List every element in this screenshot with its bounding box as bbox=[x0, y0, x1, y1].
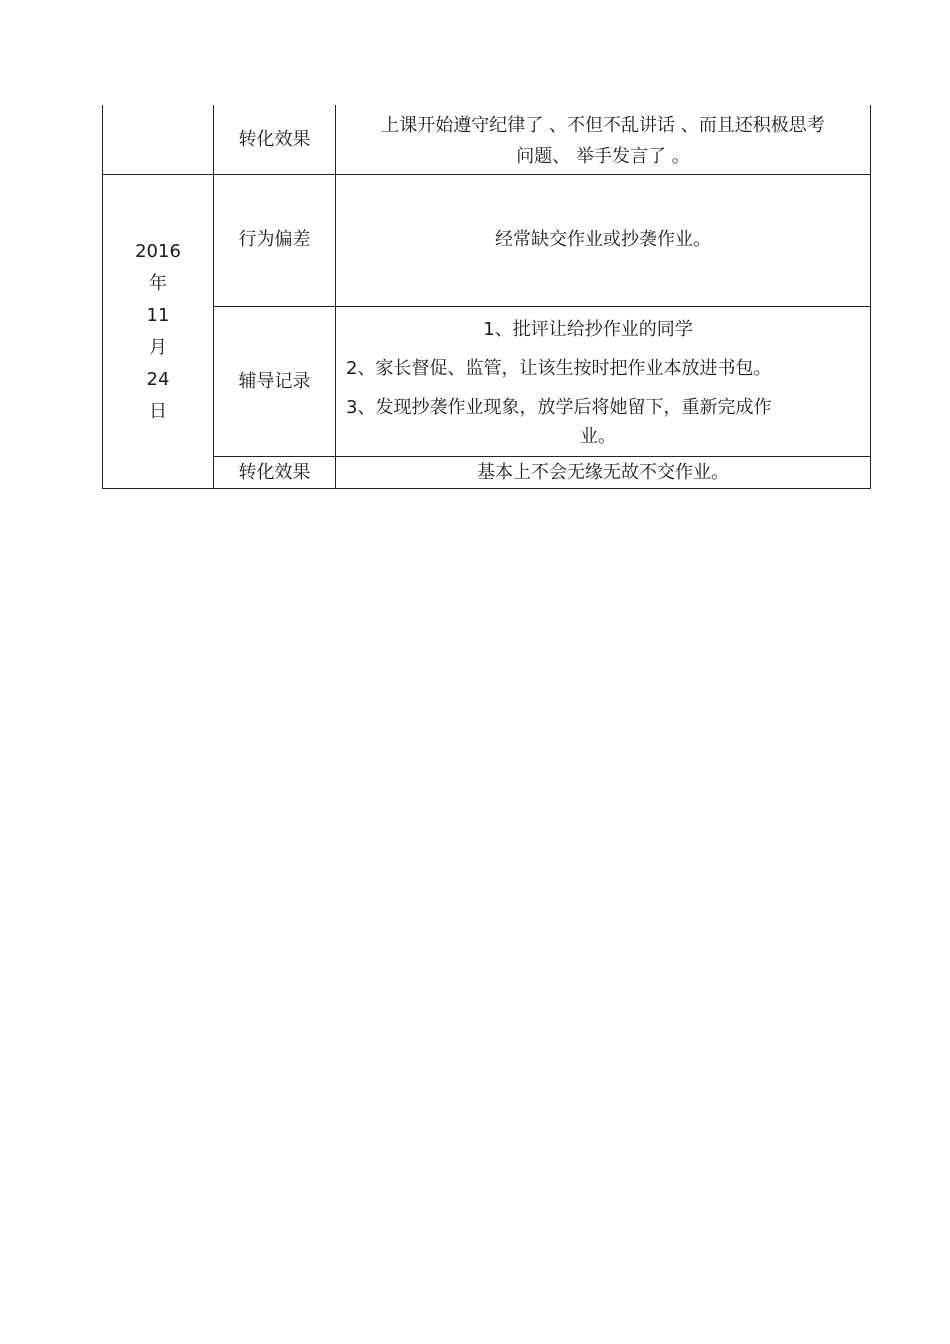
row-label-effect: 转化效果 bbox=[214, 105, 336, 175]
row-label-counseling: 辅导记录 bbox=[214, 307, 336, 457]
content-line: 上课开始遵守纪律了 、不但不乱讲话 、而且还积极思考 bbox=[381, 114, 825, 136]
table-row bbox=[103, 307, 871, 457]
row-label-effect-2: 转化效果 bbox=[214, 457, 336, 489]
row-content-counseling bbox=[336, 307, 871, 457]
list-item: 业。 bbox=[580, 425, 616, 447]
date-year: 2016 bbox=[135, 240, 181, 262]
row-content-behavior: 经常缺交作业或抄袭作业。 bbox=[336, 175, 871, 307]
row-content-effect bbox=[336, 105, 871, 175]
row-content-effect-2: 基本上不会无缘无故不交作业。 bbox=[336, 457, 871, 489]
content-line: 问题、 举手发言了 。 bbox=[516, 145, 690, 167]
list-item: 1、批评让给抄作业的同学 bbox=[483, 318, 693, 340]
table-row bbox=[103, 175, 871, 307]
counseling-record-table bbox=[102, 105, 871, 489]
list-item: 2、家长督促、监管，让该生按时把作业本放进书包。 bbox=[346, 357, 772, 379]
date-year-unit: 年 bbox=[149, 272, 167, 294]
date-cell bbox=[103, 175, 214, 489]
list-item: 3、发现抄袭作业现象，放学后将她留下，重新完成作 bbox=[346, 396, 772, 418]
date-month-unit: 月 bbox=[149, 336, 167, 358]
table-row bbox=[103, 105, 871, 175]
empty-date-cell bbox=[103, 105, 214, 175]
row-label-behavior: 行为偏差 bbox=[214, 175, 336, 307]
date-day: 24 bbox=[146, 368, 170, 390]
date-day-unit: 日 bbox=[149, 400, 167, 422]
table-row bbox=[103, 457, 871, 489]
date-month: 11 bbox=[146, 304, 170, 326]
